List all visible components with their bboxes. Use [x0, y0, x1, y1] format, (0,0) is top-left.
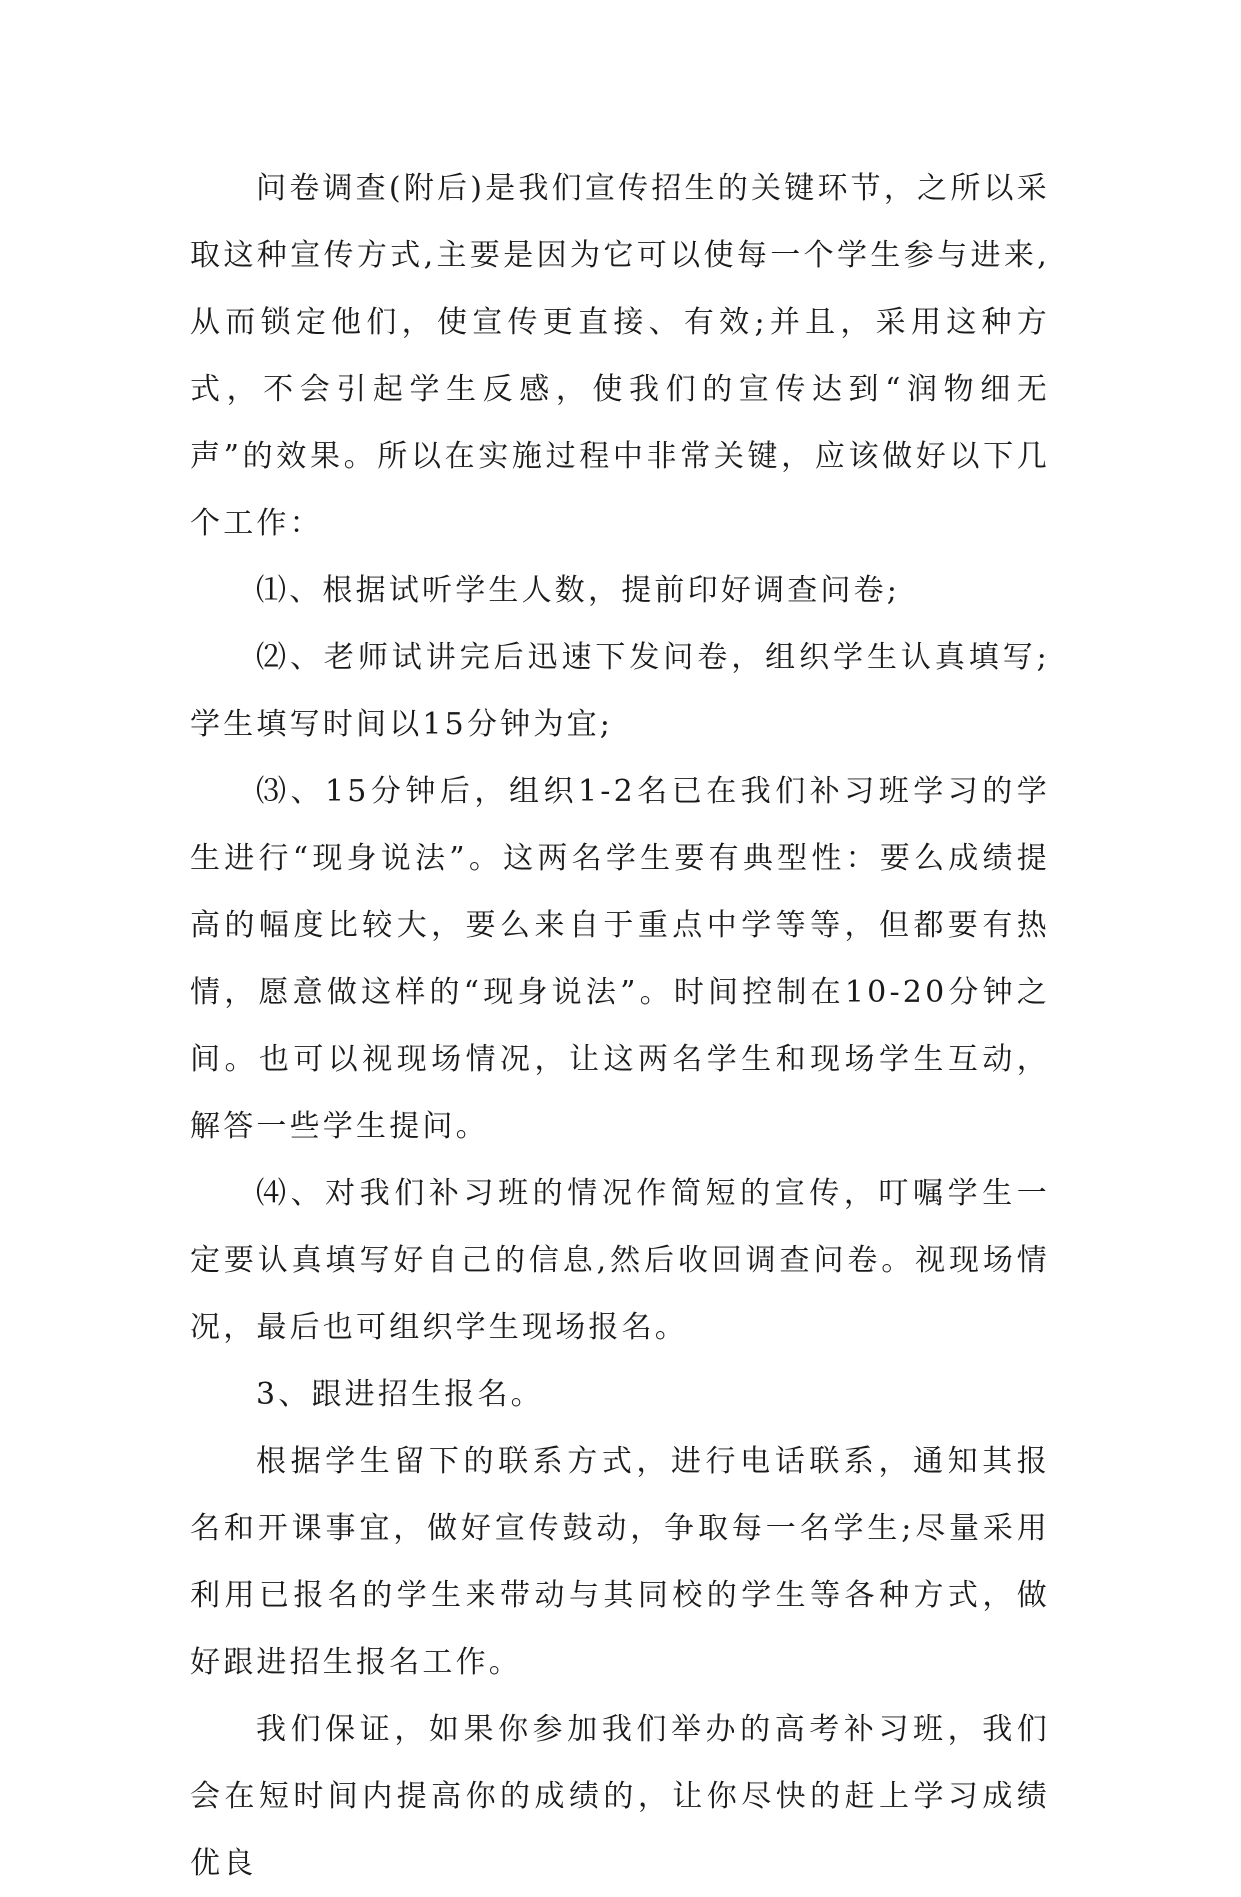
paragraph-step-2: ⑵、老师试讲完后迅速下发问卷，组织学生认真填写;学生填写时间以15分钟为宜;	[190, 640, 1050, 742]
paragraph-step-3: ⑶、15分钟后，组织1-2名已在我们补习班学习的学生进行“现身说法”。这两名学生要有典型性：要么成绩提高的幅度比较大，要么来自于重点中学等等，但都要有热情，愿意做这样的“现身说法”。时间控制在10-20分钟之间。也可以视现场情况，让这两名学生和现场学生互动，解答一些学生提问。	[190, 774, 1050, 1144]
section-heading-follow-up: 3、跟进招生报名。	[256, 1377, 544, 1412]
paragraph-guarantee: 我们保证，如果你参加我们举办的高考补习班，我们会在短时间内提高你的成绩的，让你尽快的赶上学习成绩优良	[190, 1712, 1050, 1881]
document-body	[190, 155, 1050, 1897]
paragraph-follow-up: 根据学生留下的联系方式，进行电话联系，通知其报名和开课事宜，做好宣传鼓动，争取每一名学生;尽量采用利用已报名的学生来带动与其同校的学生等各种方式，做好跟进招生报名工作。	[190, 1444, 1050, 1680]
paragraph-step-1: ⑴、根据试听学生人数，提前印好调查问卷;	[256, 573, 901, 608]
paragraph-survey-intro: 问卷调查(附后)是我们宣传招生的关键环节，之所以采取这种宣传方式,主要是因为它可以使每一个学生参与进来,从而锁定他们，使宣传更直接、有效;并且，采用这种方式，不会引起学生反感，使我们的宣传达到“润物细无声”的效果。所以在实施过程中非常关键，应该做好以下几个工作：	[190, 171, 1050, 541]
paragraph-step-4: ⑷、对我们补习班的情况作简短的宣传，叮嘱学生一定要认真填写好自己的信息,然后收回调查问卷。视现场情况，最后也可组织学生现场报名。	[190, 1176, 1050, 1345]
